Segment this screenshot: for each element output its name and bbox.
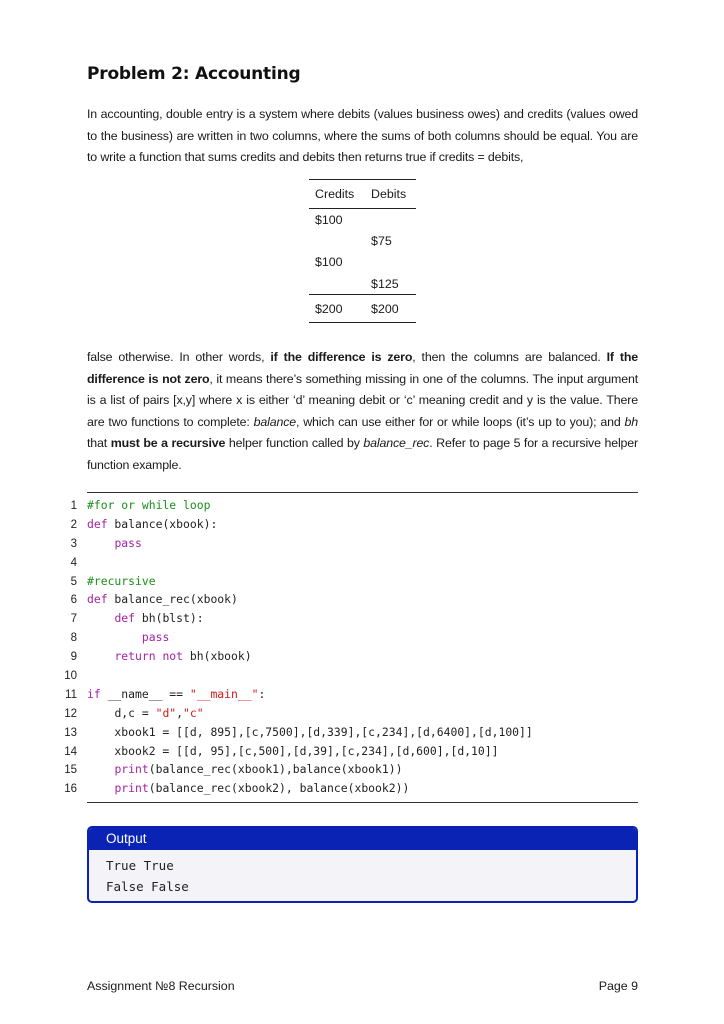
bold-phrase: if the difference is zero — [270, 350, 413, 364]
code-keyword: if — [87, 686, 101, 701]
code-indent — [87, 536, 114, 550]
ledger-header-row — [309, 180, 416, 209]
line-number: 8 — [70, 632, 77, 645]
code-string: "c" — [183, 705, 204, 720]
text-span: false otherwise. In other words, — [87, 350, 271, 364]
ledger-row — [309, 230, 416, 251]
code-bottom-rule — [87, 802, 638, 803]
italic-term: balance_rec — [363, 436, 430, 450]
credit-cell: $100 — [315, 212, 343, 227]
code-text: __name__ == — [100, 686, 190, 701]
code-indent — [87, 762, 114, 776]
code-listing — [47, 496, 638, 798]
footer-assignment: Assignment №8 Recursion — [87, 979, 235, 993]
code-line — [47, 704, 638, 723]
footer-page-number: Page 9 — [598, 979, 638, 993]
text-span: that — [87, 436, 111, 450]
text-span: , then the columns are balanced. — [412, 350, 607, 364]
debit-cell: $75 — [371, 233, 392, 248]
code-text: xbook1 = [[d, 895],[c,7500],[d,339],[c,234],[d,6400],[d,100]] — [87, 724, 533, 739]
code-keyword: def — [114, 611, 136, 626]
debit-cell — [365, 252, 416, 273]
code-text: bh(blst): — [135, 611, 204, 626]
output-title: Output — [89, 828, 636, 850]
italic-term: bh — [624, 414, 638, 429]
credit-cell — [309, 273, 365, 295]
code-keyword: def — [87, 592, 108, 607]
code-line — [47, 515, 638, 534]
code-text: (balance_rec(xbook2), balance(xbook2)) — [148, 781, 410, 796]
credit-cell: $100 — [315, 255, 343, 270]
italic-term: balance — [253, 414, 297, 429]
text-span: helper function called by — [225, 436, 364, 450]
line-number: 10 — [64, 670, 77, 683]
code-top-rule — [87, 492, 638, 493]
debit-cell — [365, 209, 416, 231]
code-keyword: def — [87, 516, 108, 531]
credit-cell — [309, 230, 365, 251]
code-line — [47, 628, 638, 647]
code-text: balance(xbook): — [107, 516, 218, 531]
line-number: 6 — [70, 594, 77, 607]
code-indent — [87, 611, 114, 625]
debit-total: $200 — [371, 301, 399, 316]
ledger-row — [309, 273, 416, 295]
ledger-table — [309, 179, 416, 323]
problem-title: Problem 2: Accounting — [87, 64, 301, 84]
code-line — [47, 609, 638, 628]
ledger-row — [309, 252, 416, 273]
bold-phrase: must be a recursive — [110, 436, 226, 450]
code-text: : — [258, 686, 266, 701]
text-span: , it means there’s something missing in one of the columns. The input argument is a list of pairs [x,y] where x is either ‘d’ meaning debit or ‘c’ meaning credit and y is the value. There are two functions to complete: — [87, 371, 638, 429]
code-keyword: pass — [141, 630, 170, 645]
credit-total: $200 — [315, 301, 343, 316]
code-builtin: print — [114, 762, 149, 777]
code-line — [47, 685, 638, 704]
line-number: 3 — [70, 537, 77, 550]
credits-header: Credits — [315, 187, 355, 201]
code-keyword: pass — [114, 535, 142, 550]
output-box — [87, 826, 638, 903]
code-line — [47, 723, 638, 742]
code-keyword: not — [162, 649, 184, 664]
code-comment: #recursive — [87, 573, 156, 588]
code-keyword: return — [114, 649, 156, 664]
output-line: False False — [106, 879, 189, 894]
code-indent — [87, 706, 114, 720]
line-number: 1 — [70, 500, 77, 512]
code-indent — [87, 649, 114, 663]
line-number: 5 — [70, 575, 77, 588]
code-line — [47, 779, 638, 798]
line-number: 11 — [65, 688, 77, 701]
debit-cell: $125 — [371, 276, 399, 291]
bold-phrase: If the difference is not zero — [87, 350, 638, 386]
code-line — [47, 534, 638, 553]
code-line — [47, 647, 638, 666]
code-line — [47, 553, 638, 572]
code-comment: #for or while loop — [87, 498, 211, 512]
line-number: 9 — [70, 651, 77, 664]
intro-paragraph: In accounting, double entry is a system where debits (values business owes) and credits (values owed to the business) are written in two columns, where the sums of both columns should be equal. You are to write a function that sums credits and debits then returns true if credits = debits, — [87, 107, 638, 164]
code-line — [47, 572, 638, 591]
line-number: 12 — [64, 707, 77, 720]
code-text: xbook2 = [[d, 95],[c,500],[d,39],[c,234],[d,600],[d,10]] — [87, 743, 499, 758]
code-builtin: print — [114, 781, 149, 796]
output-lines — [89, 850, 636, 897]
code-string: "__main__" — [189, 686, 259, 701]
line-number: 4 — [70, 556, 77, 569]
code-line — [47, 742, 638, 761]
line-number: 7 — [70, 613, 77, 626]
text-span: , which can use either for or while loops (it’s up to you); and — [296, 414, 625, 429]
line-number: 15 — [64, 764, 77, 777]
output-line: True True — [106, 858, 174, 873]
code-text: (balance_rec(xbook1),balance(xbook1)) — [148, 762, 403, 777]
line-number: 13 — [64, 726, 77, 739]
code-line — [47, 496, 638, 515]
code-indent — [87, 630, 142, 644]
ledger-total-row — [309, 295, 416, 323]
code-line — [47, 666, 638, 685]
ledger-row — [309, 209, 416, 231]
line-number: 14 — [64, 745, 77, 758]
code-string: "d" — [155, 705, 177, 720]
code-line — [47, 760, 638, 779]
code-text: , — [176, 705, 184, 720]
code-text: balance_rec(xbook) — [107, 592, 238, 607]
code-text: d,c = — [114, 705, 156, 720]
line-number: 16 — [64, 783, 77, 796]
code-indent — [87, 781, 114, 795]
line-number: 2 — [70, 518, 77, 531]
code-line — [47, 590, 638, 609]
text-span: . Refer to page 5 for a recursive helper function example. — [87, 436, 639, 472]
debits-header: Debits — [371, 187, 407, 201]
code-text: bh(xbook) — [183, 649, 252, 664]
continuation-paragraph — [87, 347, 638, 476]
